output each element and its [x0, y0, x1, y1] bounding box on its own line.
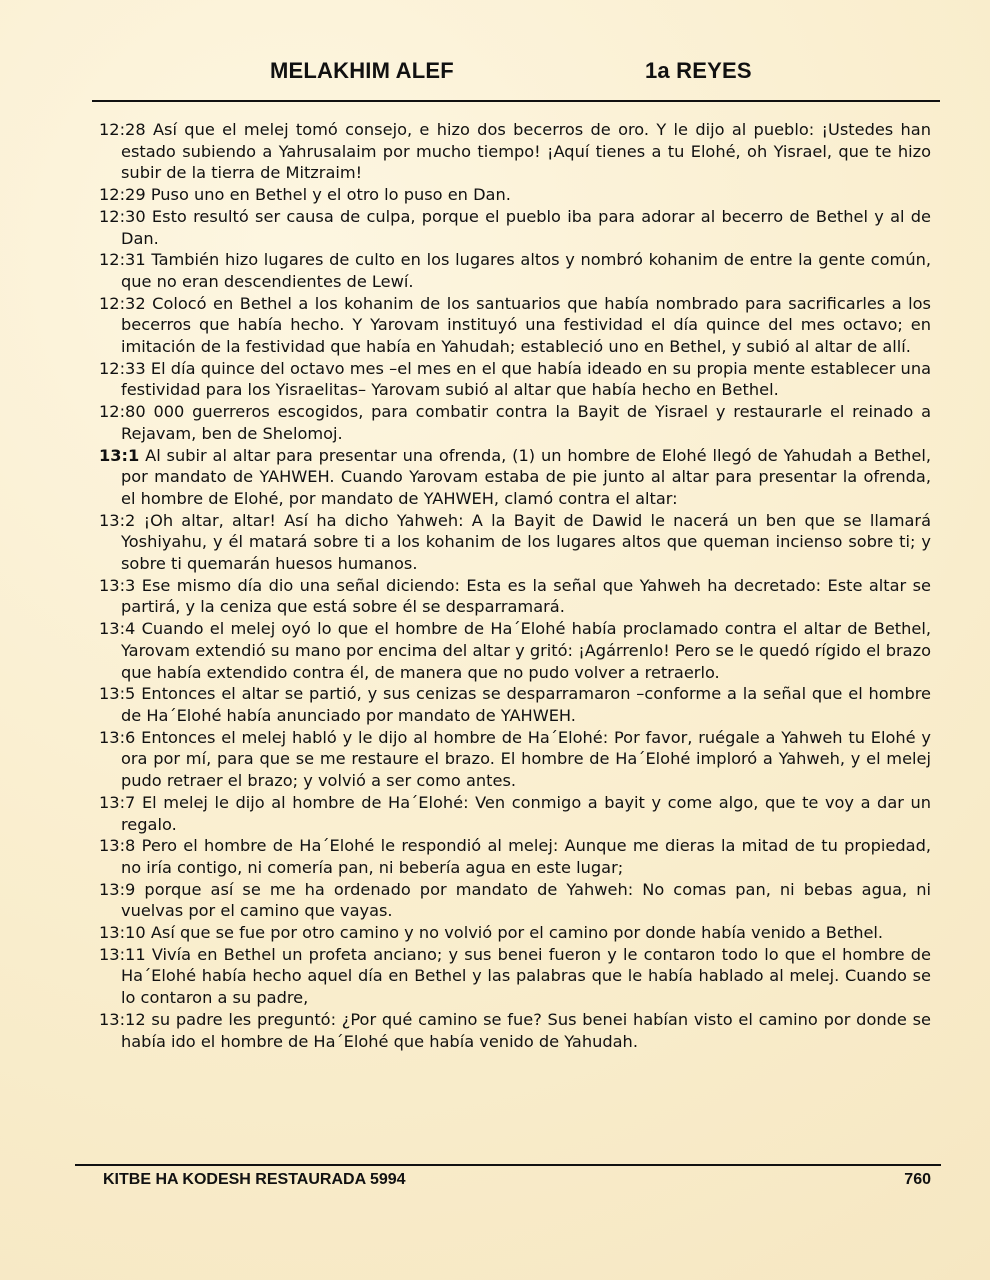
verse-text: Cuando el melej oyó lo que el hombre de Ha´Elohé había proclamado contra el altar de Bethel, Yarovam extendió su mano por encima del altar y gritó: ¡Agárrenlo! Pero se le quedó rígido el brazo que había extendido contra él, de manera que no pudo volver a retraerlo. [121, 619, 931, 682]
verse-ref: 13:4 [99, 619, 136, 639]
verse-list [99, 119, 931, 1052]
verse-ref: 13:8 [99, 836, 136, 856]
verse-ref: 13:1 [99, 445, 140, 465]
footer-rule [75, 1164, 941, 1166]
verse-text: Entonces el melej habló y le dijo al hombre de Ha´Elohé: Por favor, ruégale a Yahweh tu Elohé y ora por mí, para que se me restaure el brazo. El hombre de Ha´Elohé imploró a Yahweh, y el melej pudo retraer el brazo; y volvió a ser como antes. [121, 727, 931, 791]
verse [99, 1009, 931, 1052]
verse-text: su padre les preguntó: ¿Por qué camino se fue? Sus benei habían visto el camino por donde se había ido el hombre de Ha´Elohé que había venido de Yahudah. [121, 1009, 931, 1051]
verse-text: Puso uno en Bethel y el otro lo puso en Dan. [150, 185, 511, 205]
edition-title: KITBE HA KODESH RESTAURADA 5994 [103, 1171, 406, 1188]
verse [99, 922, 931, 944]
verse-text: Así que se fue por otro camino y no volvió por el camino por donde había venido a Bethel. [150, 923, 884, 943]
verse [99, 618, 931, 683]
page-header [0, 58, 990, 92]
verse-text: Así que el melej tomó consejo, e hizo dos becerros de oro. Y le dijo al pueblo: ¡Ustedes han estado subiendo a Yahrusalaim por mucho tiempo! ¡Aquí tienes a tu Elohé, oh Yisrael, que te hizo subir de la tierra de Mitzraim! [121, 120, 931, 183]
verse [99, 835, 931, 878]
verse [99, 445, 931, 510]
verse-text: 000 guerreros escogidos, para combatir contra la Bayit de Yisrael y restaurarle el reinado a Rejavam, ben de Shelomoj. [121, 402, 931, 443]
verse-ref: 13:5 [99, 684, 136, 704]
verse-text: Ese mismo día dio una señal diciendo: Esta es la señal que Yahweh ha decretado: Este altar se partirá, y la ceniza que está sobre él se desparramará. [121, 575, 931, 617]
verse [99, 184, 931, 206]
verse-text: También hizo lugares de culto en los lugares altos y nombró kohanim de entre la gente común, que no eran descendientes de Lewí. [121, 250, 931, 291]
verse-ref: 13:10 [99, 923, 146, 943]
verse-ref: 12:32 [99, 293, 146, 313]
verse [99, 683, 931, 726]
page-number: 760 [904, 1171, 931, 1188]
verse [99, 510, 931, 575]
verse-text: El melej le dijo al hombre de Ha´Elohé: Ven conmigo a bayit y come algo, que te voy a dar un regalo. [121, 792, 931, 834]
verse-ref: 12:29 [99, 185, 146, 205]
verse-ref: 12:30 [99, 206, 146, 226]
verse-text: Colocó en Bethel a los kohanim de los santuarios que había nombrado para sacrificarles a los becerros que había hecho. Y Yarovam instituyó una festividad el día quince del mes octavo; en imitación de la festividad que había en Yahudah; estableció uno en Bethel, y subió al altar de allí. [121, 293, 931, 357]
verse-ref: 13:12 [99, 1009, 146, 1029]
verse-ref: 13:7 [99, 792, 136, 812]
verse [99, 575, 931, 618]
verse [99, 206, 931, 249]
verse-ref: 12:80 [99, 402, 146, 422]
verse-ref: 13:2 [99, 510, 136, 530]
verse-ref: 12:33 [99, 358, 146, 378]
verse-text: Pero el hombre de Ha´Elohé le respondió al melej: Aunque me dieras la mitad de tu propiedad, no iría contigo, ni comería pan, ni bebería agua en este lugar; [121, 836, 931, 877]
verse-text: Vivía en Bethel un profeta anciano; y sus benei fueron y le contaron todo lo que el hombre de Ha´Elohé había hecho aquel día en Bethel y las palabras que le había hablado al melej. Cuando se lo contaron a su padre, [121, 944, 931, 1008]
header-rule [92, 100, 940, 102]
verse [99, 944, 931, 1009]
verse [99, 792, 931, 835]
verse [99, 358, 931, 401]
verse-ref: 13:3 [99, 575, 136, 595]
page-footer [103, 1171, 931, 1195]
book-title-spanish: 1a REYES [645, 58, 752, 83]
verse [99, 879, 931, 922]
verse [99, 119, 931, 184]
verse-ref: 12:28 [99, 120, 146, 139]
verse [99, 401, 931, 444]
verse-ref: 13:11 [99, 944, 146, 964]
book-title-hebrew: MELAKHIM ALEF [270, 58, 454, 83]
verse-text: porque así se me ha ordenado por mandato de Yahweh: No comas pan, ni bebas agua, ni vuelvas por el camino que vayas. [121, 879, 931, 921]
verse-ref: 12:31 [99, 250, 146, 270]
verse-ref: 13:9 [99, 879, 136, 899]
verse-ref: 13:6 [99, 727, 136, 747]
verse-text: Al subir al altar para presentar una ofrenda, (1) un hombre de Elohé llegó de Yahudah a Bethel, por mandato de YAHWEH. Cuando Yarovam estaba de pie junto al altar para presentar la ofrenda, el hombre de Elohé, por mandato de YAHWEH, clamó contra el altar: [121, 445, 931, 508]
verse-text: Entonces el altar se partió, y sus cenizas se desparramaron –conforme a la señal que el hombre de Ha´Elohé había anunciado por mandato de YAHWEH. [121, 684, 931, 725]
verse [99, 293, 931, 358]
verse [99, 249, 931, 292]
verse-text: Esto resultó ser causa de culpa, porque el pueblo iba para adorar al becerro de Bethel y al de Dan. [121, 206, 931, 248]
verse-text: ¡Oh altar, altar! Así ha dicho Yahweh: A la Bayit de Dawid le nacerá un ben que se llamará Yoshiyahu, y él matará sobre ti a los kohanim de los lugares altos que queman incienso sobre ti; y sobre ti quemarán huesos humanos. [121, 510, 931, 574]
verse-text: El día quince del octavo mes –el mes en el que había ideado en su propia mente establecer una festividad para los Yisraelitas– Yarovam subió al altar que había hecho en Bethel. [121, 358, 931, 400]
verse [99, 727, 931, 792]
